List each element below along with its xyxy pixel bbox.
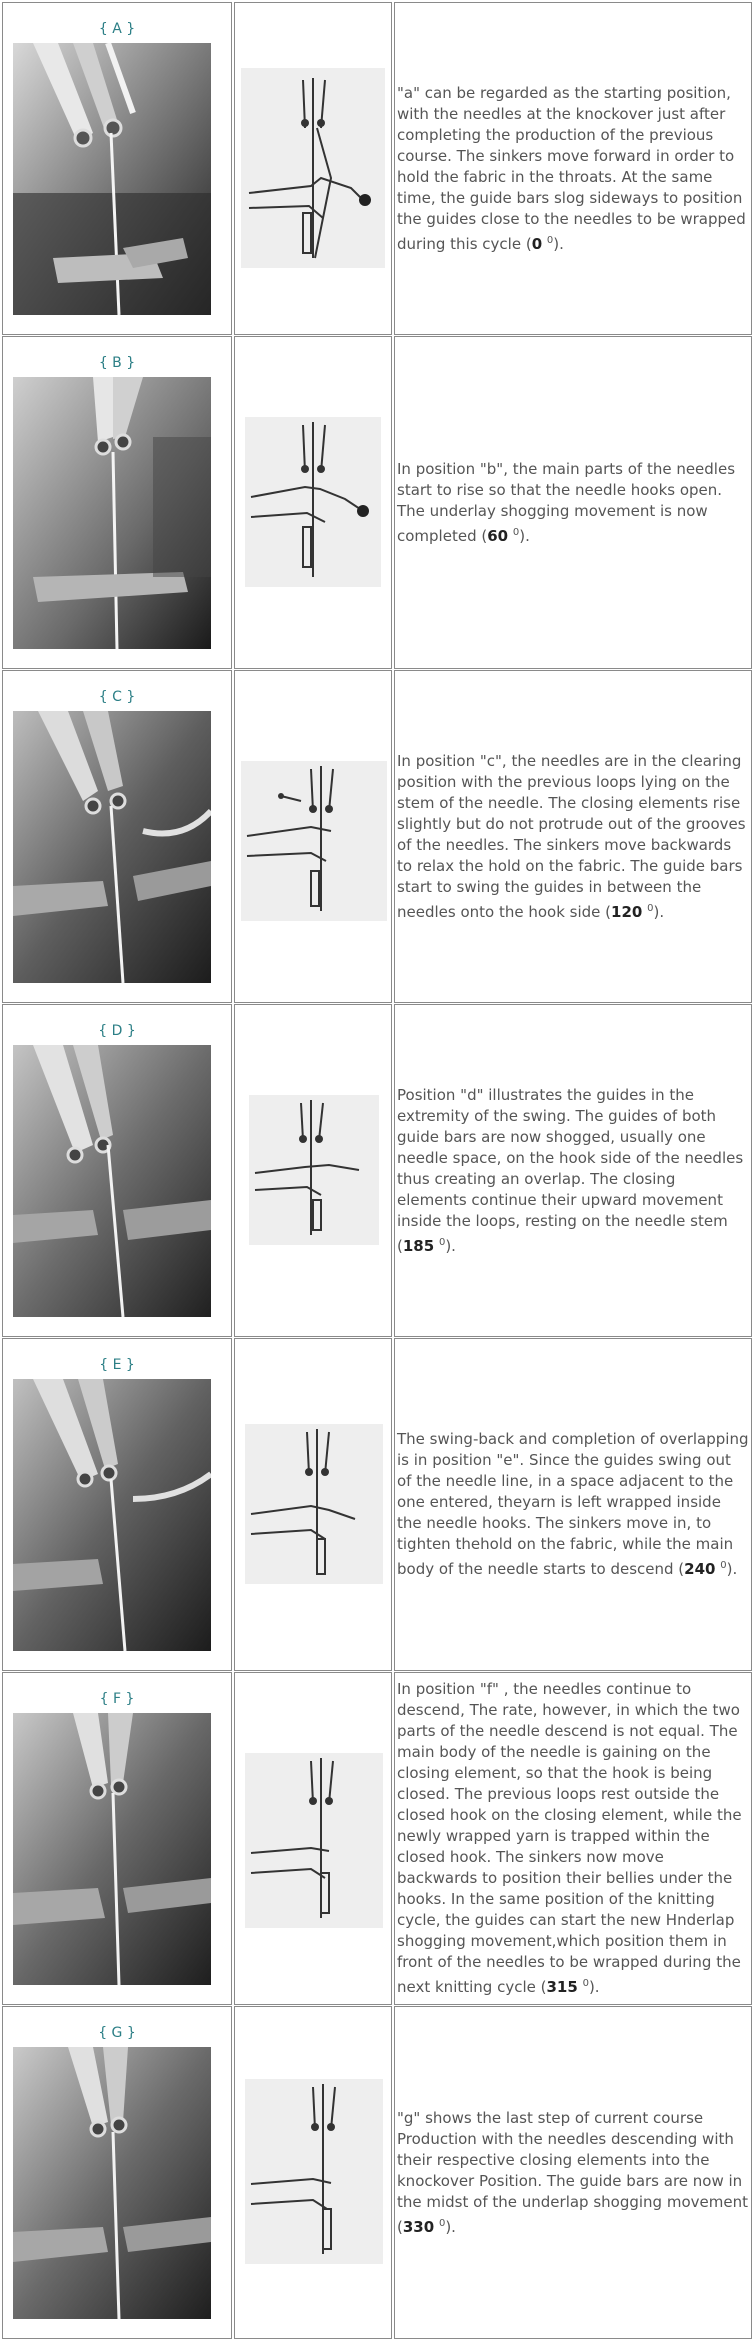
photo-cell (2, 336, 232, 669)
degree-mark: 0 (647, 902, 654, 914)
description (397, 337, 749, 668)
diagram-cell (234, 1004, 392, 1337)
description-cell (394, 1338, 752, 1671)
diagram-cell (234, 670, 392, 1003)
degree-mark: 0 (720, 1560, 727, 1571)
needle-diagram (245, 1424, 383, 1584)
description (397, 2007, 749, 2338)
cycle-angle: 185 (402, 1236, 435, 1255)
machine-photo (13, 43, 211, 315)
needle-diagram (249, 1095, 379, 1245)
table-row (0, 2, 755, 335)
description (397, 3, 749, 334)
description-end: ). (445, 2217, 456, 2236)
description-cell (394, 336, 752, 669)
position-label: { C } (98, 689, 136, 705)
description-end: ). (588, 1978, 600, 1996)
needle-diagram (245, 417, 381, 587)
position-label: { A } (98, 21, 136, 37)
description-text: Position "d" illustrates the guides in the extremity of the swing. The guides of both guide bars are now shogged, usually one needle space, on the hook side of the needles thus creating an overlap. The closing elements continue their upward movement inside the loops, resting on the needle stem ( (397, 1085, 744, 1255)
needle-diagram (241, 761, 387, 921)
description (397, 1673, 749, 2004)
description (397, 1339, 749, 1670)
needle-diagram (245, 2079, 383, 2264)
description (397, 671, 749, 1002)
table-row (0, 336, 755, 669)
description-end: ). (519, 526, 530, 545)
degree-mark: 0 (512, 526, 520, 538)
position-label: { B } (98, 355, 136, 371)
table-row (0, 1004, 755, 1337)
photo-cell (2, 670, 232, 1003)
description-cell (394, 1672, 752, 2005)
machine-photo (13, 377, 211, 649)
diagram-cell (234, 1338, 392, 1671)
photo-cell (2, 1672, 232, 2005)
photo-cell (2, 2006, 232, 2339)
machine-photo (13, 1379, 211, 1651)
description-end: ). (726, 1560, 738, 1578)
position-label: { D } (98, 1023, 136, 1039)
needle-diagram (245, 1753, 383, 1928)
needle-diagram (241, 68, 385, 268)
diagram-cell (234, 2, 392, 335)
description-text: In position "f" , the needles continue to descend, The rate, however, in which the two parts of the needle descend is not equal. The main body of the needle is gaining on the closing element, so that the hook is being closed. The previous loops rest outside the closed hook on the closing element, while the newly wrapped yarn is trapped within the closed hook. The sinkers now move backwards to position their bellies under the hooks. In the same position of the knitting cycle, the guides can start the new Hnderlap shogging movement,which position them in front of the needles to be wrapped during the next knitting cycle ( (397, 1680, 742, 1996)
machine-photo (13, 2047, 211, 2319)
machine-photo (13, 711, 211, 983)
machine-photo (13, 1713, 211, 1985)
degree-mark: 0 (546, 234, 554, 246)
photo-cell (2, 1004, 232, 1337)
cycle-angle: 0 (531, 234, 543, 253)
table-row (0, 1338, 755, 1671)
description-cell (394, 670, 752, 1003)
cycle-angle: 240 (684, 1560, 716, 1578)
description-cell (394, 1004, 752, 1337)
description-end: ). (653, 902, 665, 921)
description-end: ). (445, 1236, 456, 1255)
description-end: ). (553, 234, 564, 253)
table-row (0, 1672, 755, 2005)
description-text: In position "c", the needles are in the clearing position with the previous loops lying on the stem of the needle. The closing elements rise slightly but do not protrude out of the grooves of the needles. The sinkers move backwards to relax the hold on the fabric. The guide bars start to swing the guides in between the needles onto the hook side ( (397, 751, 746, 921)
description-text: The swing-back and completion of overlapping is in position "e". Since the guides swing out of the needle line, in a space adjacent to the one entered, theyarn is left wrapped inside the needle hooks. The sinkers move in, to tighten thehold on the fabric, while the main body of the needle starts to descend ( (397, 1430, 749, 1578)
cycle-angle: 315 (546, 1978, 578, 1996)
table-row (0, 2006, 755, 2339)
photo-cell (2, 2, 232, 335)
position-label: { G } (98, 2025, 136, 2041)
description-text: In position "b", the main parts of the needles start to rise so that the needle hooks open. The underlay shogging movement is now completed ( (397, 459, 736, 545)
degree-mark: 0 (438, 2217, 446, 2229)
position-label: { F } (99, 1691, 135, 1707)
degree-mark: 0 (582, 1978, 589, 1989)
degree-mark: 0 (438, 1236, 446, 1248)
position-label: { E } (99, 1357, 135, 1373)
description (397, 1005, 749, 1336)
description-text: "a" can be regarded as the starting position, with the needles at the knockover just after completing the production of the previous course. The sinkers move forward in order to hold the fabric in the throats. At the same time, the guide bars slog sideways to position the guides close to the needles to be wrapped during this cycle ( (397, 83, 746, 253)
table-row (0, 670, 755, 1003)
cycle-angle: 120 (611, 902, 643, 921)
diagram-cell (234, 1672, 392, 2005)
diagram-cell (234, 336, 392, 669)
diagram-cell (234, 2006, 392, 2339)
photo-cell (2, 1338, 232, 1671)
description-cell (394, 2, 752, 335)
cycle-angle: 60 (487, 526, 509, 545)
cycle-angle: 330 (402, 2217, 435, 2236)
machine-photo (13, 1045, 211, 1317)
description-cell (394, 2006, 752, 2339)
description-text: "g" shows the last step of current course Production with the needles descending with their respective closing elements into the knockover Position. The guide bars are now in the midst of the underlap shogging movement ( (397, 2108, 748, 2236)
